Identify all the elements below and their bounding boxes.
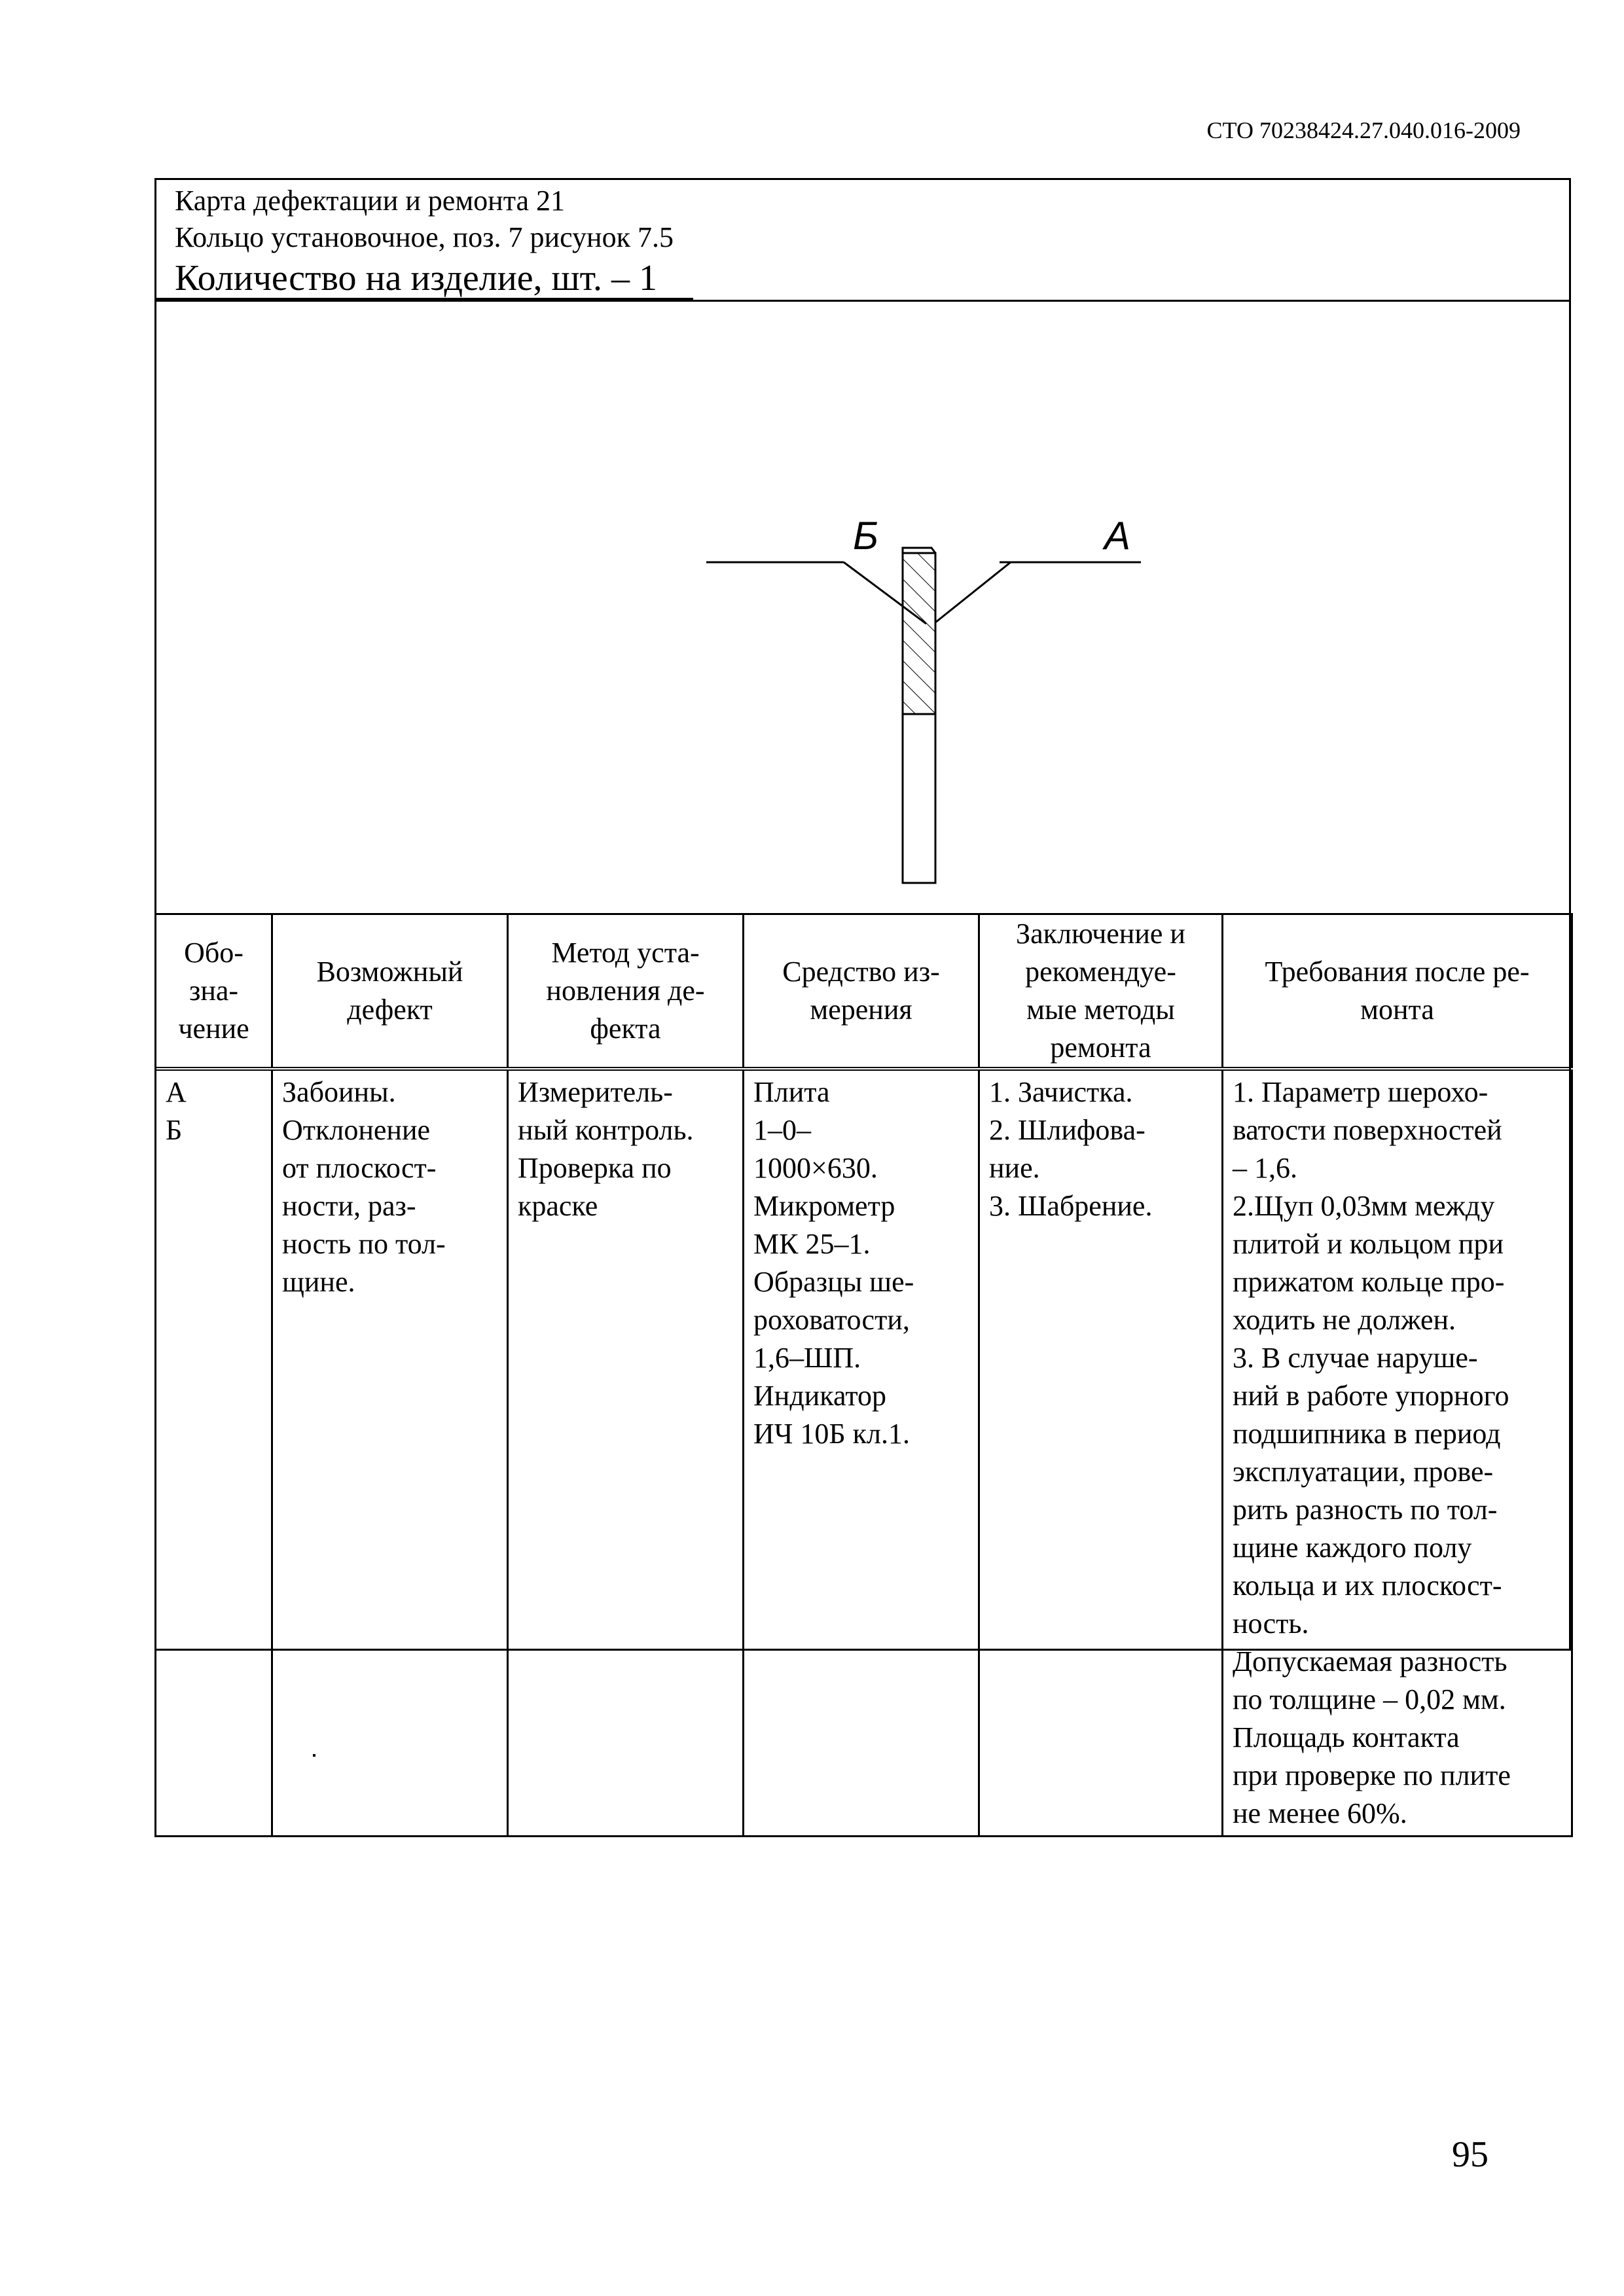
table-header-row	[156, 914, 1572, 1069]
ring-section-drawing	[156, 302, 1569, 917]
part-name: Кольцо установочное, поз. 7 рисунок 7.5	[175, 221, 674, 253]
leader-a-line	[935, 562, 1011, 622]
label-b: Б	[853, 514, 879, 558]
defect-table	[154, 913, 1573, 1837]
col-designation: Обо- зна- чение	[156, 914, 272, 1069]
hatched-section	[903, 553, 935, 714]
plain-section	[903, 714, 935, 883]
cell-defect: Забоины. Отклонение от плоскост- ности, раз- ность по тол- щине.	[272, 1069, 508, 1837]
cell-method: Измеритель- ный контроль. Проверка по краске	[508, 1069, 744, 1837]
col-method: Метод уста- новления де- фекта	[508, 914, 744, 1069]
cell-repair: 1. Зачистка. 2. Шлифова- ние. 3. Шабрение.	[979, 1069, 1223, 1837]
quantity-line: Количество на изделие, шт. – 1	[175, 258, 657, 298]
scan-dot	[313, 1754, 316, 1757]
cell-tools: Плита 1–0– 1000×630. Микрометр МК 25–1. Образцы ше- роховатости, 1,6–ШП. Индикатор ИЧ 10Б кл.1.	[744, 1069, 979, 1837]
cell-designation: А Б	[156, 1069, 272, 1837]
repair-card	[154, 178, 1571, 1829]
col-defect: Возможный дефект	[272, 914, 508, 1069]
quantity-underline	[156, 298, 693, 300]
cell-requirements: 1. Параметр шерохо- ватости поверхностей – 1,6. 2.Щуп 0,03мм между плитой и кольцом при прижатом кольце про- ходить не должен. 3. В случае наруше- ний в работе упорного подшипника в период эксплуатации, прове- рить разность по тол- щине каждого полу кольца и их плоскост- ность. Допускаемая разность по толщине – 0,02 мм. Площадь контакта при проверке по плите не менее 60%.	[1223, 1069, 1572, 1837]
document-code: СТО 70238424.27.040.016-2009	[1206, 117, 1521, 143]
table-row	[156, 1069, 1572, 1837]
card-title: Карта дефектации и ремонта 21	[175, 185, 565, 217]
col-tools: Средство из- мерения	[744, 914, 979, 1069]
col-requirements: Требования после ре- монта	[1223, 914, 1572, 1069]
page-number: 95	[1452, 2134, 1489, 2175]
card-header	[156, 180, 1569, 302]
col-repair: Заключение и рекомендуе- мые методы ремонта	[979, 914, 1223, 1069]
label-a: А	[1104, 514, 1131, 558]
